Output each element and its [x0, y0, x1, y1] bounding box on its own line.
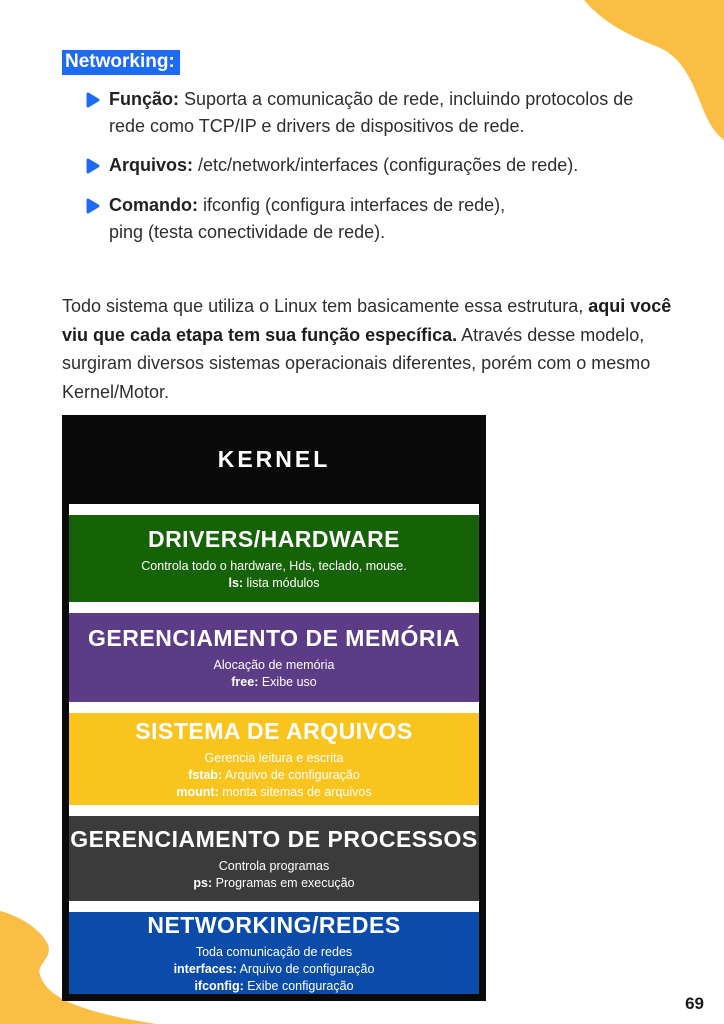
- diagram-layer-drivers-hardware: [69, 515, 479, 602]
- layer-line-text: Programas em execução: [212, 875, 355, 890]
- bullet-label: Comando:: [109, 195, 198, 215]
- layer-command: fstab:: [188, 767, 223, 782]
- bullet-label: Função:: [109, 89, 179, 109]
- layer-line-text: Arquivo de configuração: [222, 767, 360, 782]
- layer-line-text: Toda comunicação de redes: [195, 944, 353, 959]
- bullet-body: Suporta a comunicação de rede, incluindo protocolos de rede como TCP/IP e drivers de dispositivos de rede.: [109, 89, 634, 136]
- layer-command: ls:: [228, 575, 244, 590]
- layer-command: interfaces:: [173, 961, 237, 976]
- layer-command: mount:: [176, 784, 219, 799]
- list-item-text: [109, 152, 654, 179]
- layer-line: [231, 674, 316, 691]
- paragraph-text: Todo sistema que utiliza o Linux tem basicamente essa estrutura,: [62, 296, 589, 316]
- layer-line-text: Alocação de memória: [213, 657, 335, 672]
- bullet-label: Arquivos:: [109, 155, 194, 175]
- diagram-separator: [69, 702, 479, 713]
- layer-line: [219, 858, 329, 875]
- bullet-body: /etc/network/interfaces (configurações de rede).: [198, 155, 579, 175]
- diagram-layer-networking-redes: [69, 912, 479, 994]
- bullet-arrow-icon: [86, 92, 100, 108]
- list-item-comando: [86, 192, 724, 246]
- list-item-funcao: [86, 86, 724, 140]
- layer-line: [176, 784, 371, 801]
- diagram-separator: [69, 602, 479, 613]
- bullet-body-line2: ping (testa conectividade de rede).: [109, 222, 386, 242]
- layer-title: NETWORKING/REDES: [147, 911, 401, 938]
- layer-command: free:: [231, 674, 259, 689]
- layer-title: SISTEMA DE ARQUIVOS: [135, 717, 413, 744]
- diagram-kernel-title: KERNEL: [217, 446, 331, 472]
- layer-command: ifconfig:: [194, 978, 244, 993]
- layer-title: DRIVERS/HARDWARE: [147, 525, 401, 552]
- diagram-separator: [69, 805, 479, 816]
- layer-line-text: Exibe configuração: [243, 978, 354, 993]
- layer-line-text: Exibe uso: [258, 674, 317, 689]
- list-item-text: [109, 86, 654, 140]
- bullet-arrow-icon: [86, 198, 100, 214]
- kernel-diagram: [62, 415, 486, 1001]
- paragraph-bold-text: aqui você viu que cada etapa tem sua função específica.: [62, 296, 672, 345]
- layer-title: GERENCIAMENTO DE PROCESSOS: [70, 825, 478, 852]
- diagram-layer-sistema-arquivos: [69, 713, 479, 805]
- layer-line-text: Arquivo de configuração: [236, 961, 375, 976]
- layer-line: [214, 657, 335, 674]
- layer-line: [196, 944, 352, 961]
- layer-line-text: Gerencia leitura e escrita: [204, 750, 344, 765]
- summary-paragraph: [62, 292, 674, 406]
- layer-title: GERENCIAMENTO DE MEMÓRIA: [88, 624, 460, 651]
- networking-heading: Networking:: [62, 50, 180, 75]
- diagram-layer-gerenciamento-memoria: [69, 613, 479, 702]
- diagram-separator: [69, 504, 479, 515]
- bullet-arrow-icon: [86, 158, 100, 174]
- layer-line: [193, 875, 354, 892]
- bullet-list: [62, 86, 724, 246]
- diagram-kernel-box: [69, 415, 479, 504]
- layer-line-text: Controla todo o hardware, Hds, teclado, mouse.: [141, 558, 407, 573]
- list-item-arquivos: [86, 152, 724, 179]
- bullet-body: ifconfig (configura interfaces de rede),: [203, 195, 506, 215]
- layer-line: [194, 978, 353, 995]
- layer-line-text: lista módulos: [243, 575, 320, 590]
- diagram-layer-gerenciamento-processos: [69, 816, 479, 901]
- layer-command: ps:: [193, 875, 213, 890]
- layer-line: [188, 767, 360, 784]
- layer-line: [141, 558, 406, 575]
- diagram-separator: [69, 901, 479, 912]
- layer-line-text: Controla programas: [218, 858, 330, 873]
- layer-line: [174, 961, 375, 978]
- page-number: 69: [685, 994, 704, 1013]
- layer-line: [205, 750, 344, 767]
- layer-line: [228, 575, 319, 592]
- list-item-text: [109, 192, 654, 246]
- layer-line-text: monta sitemas de arquivos: [218, 784, 372, 799]
- paragraph-text: Através desse modelo, surgiram diversos sistemas operacionais diferentes, porém com o mesmo Kernel/Motor.: [62, 324, 651, 402]
